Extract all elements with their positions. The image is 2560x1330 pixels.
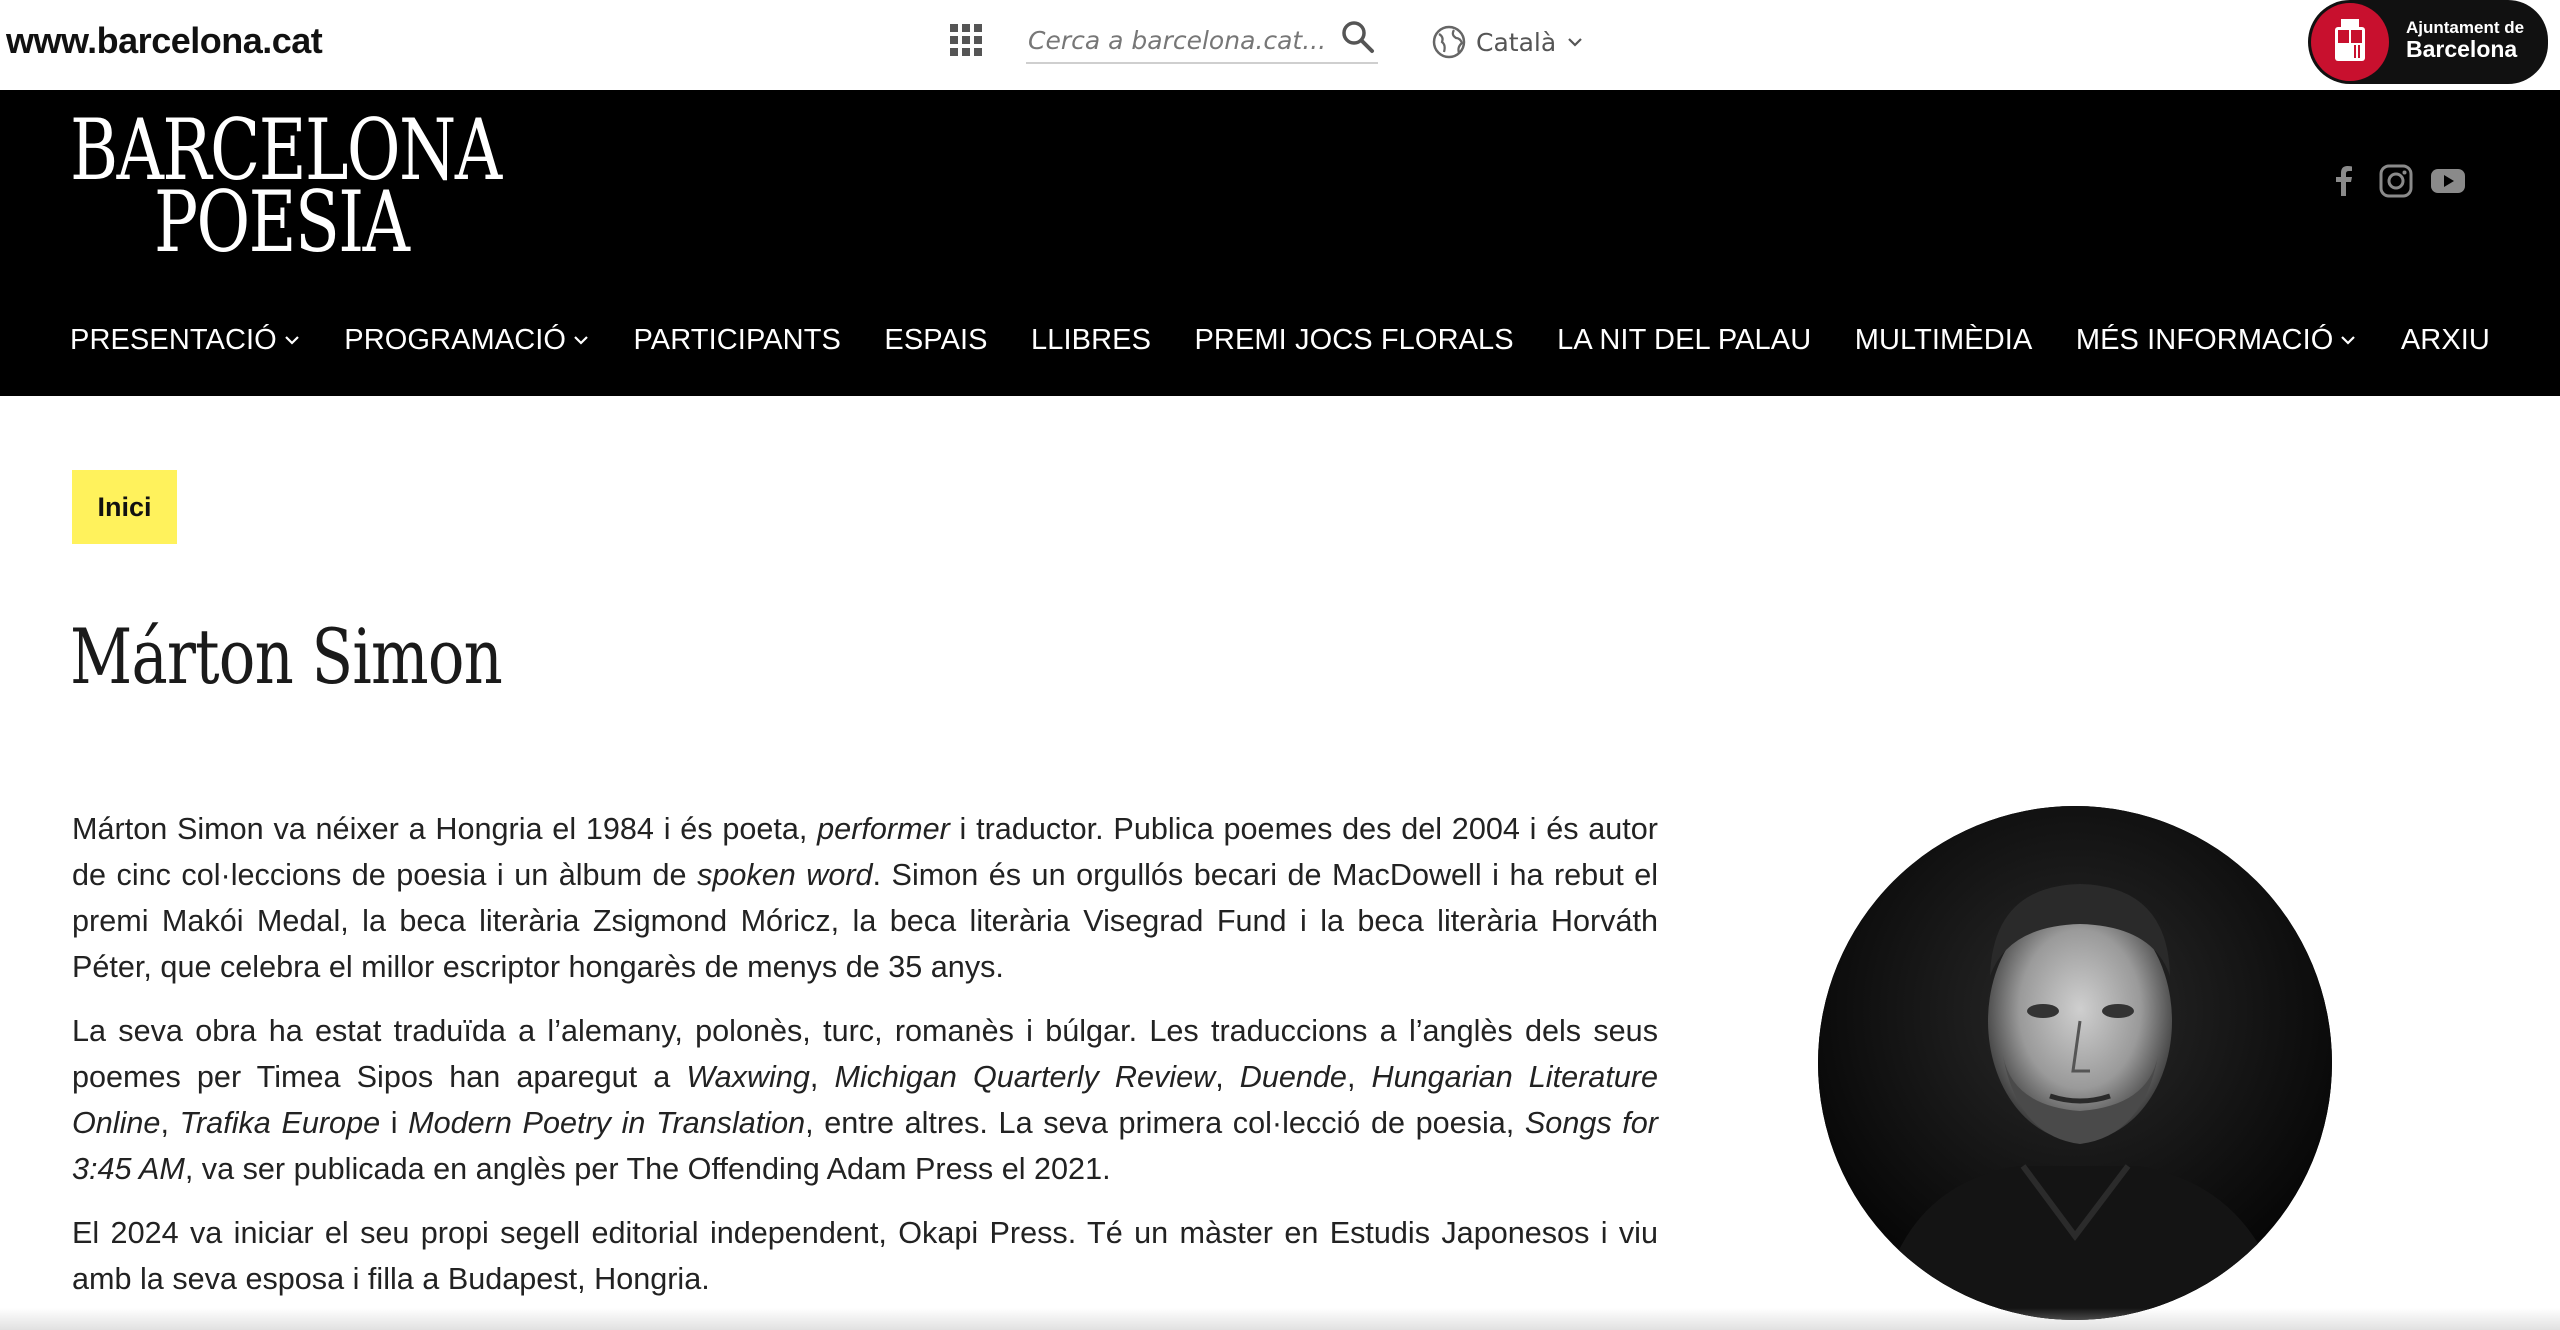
bio-paragraph-2 — [72, 1008, 1658, 1192]
nav-multimedia[interactable] — [1855, 324, 2033, 357]
barcelona-poesia-logo[interactable] — [70, 101, 501, 271]
utility-bar — [0, 0, 2560, 90]
bio-text: , — [1346, 1060, 1372, 1094]
instagram-icon[interactable] — [2377, 162, 2415, 200]
nav-mes-informacio[interactable] — [2076, 324, 2358, 357]
nav-label: MULTIMÈDIA — [1854, 323, 2033, 356]
ajuntament-label-1: Ajuntament de — [2406, 18, 2525, 37]
bio-text: . Simon és un orgullós becari de MacDowell i ha rebut el premi Makói Medal, la beca literària Zsigmond Móricz, la beca literària Visegrad Fund i la beca literària Horváth Péter, que celebra el millor escriptor hongarès de menys de 35 anys. — [72, 858, 1659, 984]
nav-premi-jocs-florals[interactable] — [1194, 324, 1513, 357]
page-title: Márton Simon — [70, 612, 503, 701]
chevron-down-icon — [2339, 331, 2357, 349]
bio-text: , — [160, 1106, 180, 1140]
chevron-down-icon — [572, 331, 590, 349]
ajuntament-barcelona-logo[interactable] — [2308, 0, 2548, 84]
globe-icon — [1432, 25, 1466, 59]
nav-label: PRESENTACIÓ — [70, 323, 277, 356]
nav-participants[interactable] — [634, 324, 841, 357]
search-icon — [1341, 20, 1375, 54]
nav-label: PREMI JOCS FLORALS — [1194, 323, 1514, 356]
author-portrait — [1818, 806, 2332, 1320]
book-title: Songs for 3:45 AM — [72, 1106, 1658, 1186]
logo-line-1: BARCELONA — [70, 101, 501, 199]
nav-espais[interactable] — [884, 324, 987, 357]
apps-grid-icon[interactable] — [950, 24, 982, 56]
bio-emphasis: performer — [817, 812, 950, 846]
nav-arxiu[interactable] — [2401, 324, 2490, 357]
ajuntament-label-2: Barcelona — [2406, 36, 2518, 62]
chevron-down-icon — [1566, 33, 1584, 51]
nav-programacio[interactable] — [344, 324, 590, 357]
facebook-icon[interactable] — [2325, 162, 2363, 200]
publication-mpt: Modern Poetry in Translation — [408, 1106, 806, 1140]
bio-text: Márton Simon va néixer a Hongria el 1984 i és poeta, — [72, 812, 818, 846]
bio-text: , — [1215, 1060, 1240, 1094]
barcelona-cat-link[interactable]: www.barcelona.cat — [6, 20, 323, 61]
search-button[interactable] — [1338, 18, 1378, 58]
bio-text: , entre altres. La seva primera col·lecció de poesia, — [805, 1106, 1525, 1140]
main-navigation — [70, 312, 2490, 368]
logo-line-2: POESIA — [154, 173, 409, 271]
nav-la-nit-del-palau[interactable] — [1557, 324, 1811, 357]
language-selector[interactable] — [1432, 22, 1584, 62]
bio-text: La seva obra ha estat traduïda a l’alemany, polonès, turc, romanès i búlgar. Les traduccions a l’anglès dels seus poemes per Timea Sipos han aparegut a — [72, 1014, 1658, 1094]
author-bio — [72, 806, 1658, 1320]
nav-label: LA NIT DEL PALAU — [1557, 323, 1812, 356]
nav-label: PROGRAMACIÓ — [344, 323, 567, 356]
bio-text: , va ser publicada en anglès per The Offending Adam Press el 2021. — [184, 1152, 1111, 1186]
youtube-icon[interactable] — [2429, 162, 2467, 200]
bio-text: i traductor. Publica poemes des del 2004 i és autor de cinc col·leccions de poesia i un àlbum de — [72, 812, 1658, 892]
bio-paragraph-3: El 2024 va iniciar el seu propi segell editorial independent, Okapi Press. Té un màster en Estudis Japonesos i viu amb la seva esposa i filla a Budapest, Hongria. — [72, 1216, 1658, 1296]
search-box — [1026, 18, 1378, 64]
nav-label: ESPAIS — [884, 323, 988, 356]
nav-label: LLIBRES — [1031, 323, 1152, 356]
publication-waxwing: Waxwing — [686, 1060, 810, 1094]
bio-text: i — [380, 1106, 409, 1140]
publication-hlo: Hungarian Literature Online — [72, 1060, 1659, 1140]
nav-llibres[interactable] — [1031, 324, 1151, 357]
nav-label: ARXIU — [2400, 323, 2490, 356]
nav-label: MÉS INFORMACIÓ — [2075, 323, 2334, 356]
language-label: Català — [1476, 27, 1557, 57]
nav-label: PARTICIPANTS — [633, 323, 841, 356]
barcelona-shield-icon — [2311, 3, 2389, 81]
site-header — [0, 90, 2560, 396]
publication-duende: Duende — [1239, 1060, 1347, 1094]
publication-michigan: Michigan Quarterly Review — [834, 1060, 1216, 1094]
search-input[interactable] — [1028, 22, 1328, 58]
chevron-down-icon — [283, 331, 301, 349]
nav-presentacio[interactable] — [70, 324, 301, 357]
bio-paragraph-1 — [72, 806, 1658, 990]
scroll-shadow — [0, 1308, 2560, 1330]
social-links — [2325, 162, 2467, 200]
breadcrumb-home[interactable]: Inici — [72, 470, 177, 544]
bio-text: , — [809, 1060, 835, 1094]
publication-trafika: Trafika Europe — [179, 1106, 381, 1140]
bio-emphasis: spoken word — [697, 858, 873, 892]
